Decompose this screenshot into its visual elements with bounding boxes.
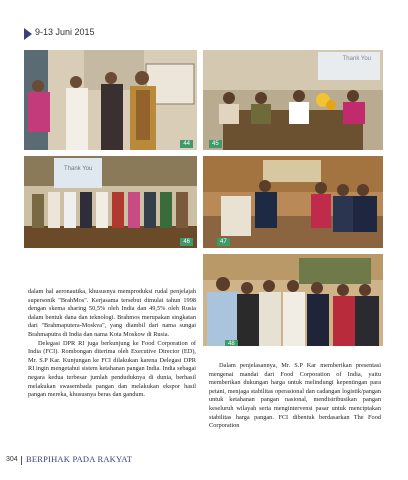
footer-brand	[26, 454, 132, 464]
left-column	[28, 288, 196, 400]
header-arrow-icon	[24, 28, 32, 40]
photo-number-badge: 44	[180, 140, 193, 148]
header-date: 9-13 Juni 2015	[35, 27, 95, 37]
right-paragraph-1: Dalam penjelasannya, Mr. S.P Kar memberikan presentasi mengenai mandat dari Food Corporation of India, yaitu memberikan dukungan harga untuk melindungi kepentingan para petani, menjaga stabilitas operasional dan cadangan logistik/pangan untuk ketahanan pangan nasional, mendistribusikan pangan keseluruh wilayah serta mengintervensi pasar untuk menciptakan stabilitas harga pangan. FCI dibentuk berdasarkan The Food Corporation	[209, 362, 381, 430]
page-number: 304	[6, 456, 18, 463]
photo-number-badge: 48	[225, 340, 238, 346]
right-column	[209, 362, 381, 431]
photo-44	[24, 50, 197, 150]
banner-text: Thank You	[342, 56, 371, 62]
photo-48	[203, 254, 383, 346]
photo-number-badge: 47	[217, 238, 230, 246]
photo-47	[203, 156, 383, 248]
photo-number-badge: 46	[180, 238, 193, 246]
left-paragraph-2: Delegasi DPR RI juga berkunjung ke Food Corporation of India (FCI). Rombongan diterima oleh Executive Director (ED), Mr. S.P Kar. Kunjungan ke FCI dilakukan karena Delegasi DPR RI ingin mengetahui sistem ketahanan pangan India. India sebagai negara kedua terbesar jumlah penduduknya di dunia, berhasil melakukan swasembada pangan dan melakukan ekspor hasil pangan mereka, khususnya beras dan gandum.	[28, 339, 196, 399]
photo-number-badge: 45	[209, 140, 222, 148]
footer-brand-a: BERPIHAK	[26, 454, 71, 464]
photo-46	[24, 156, 197, 248]
photo-45	[203, 50, 383, 150]
banner-text: Thank You	[64, 166, 93, 172]
left-paragraph-1: dalam hal aeronautika, khususnya memproduksi rudal penjelajah supersonik "BrahMos". Kerjasama tersebut dimulai tahun 1998 dengan skema sharing 50,5% oleh India dan 49,5% oleh Rusia dalam bentuk dana dan teknologi. Brahmos merupakan singkatan dari "Brahmaputera-Moskva", yang diambil dari nama sungai Brahmaputra di India dan nama Kota Moskow di Rusia.	[28, 288, 196, 338]
footer-brand-b: PADA RAKYAT	[72, 454, 133, 464]
footer-divider	[21, 456, 22, 465]
